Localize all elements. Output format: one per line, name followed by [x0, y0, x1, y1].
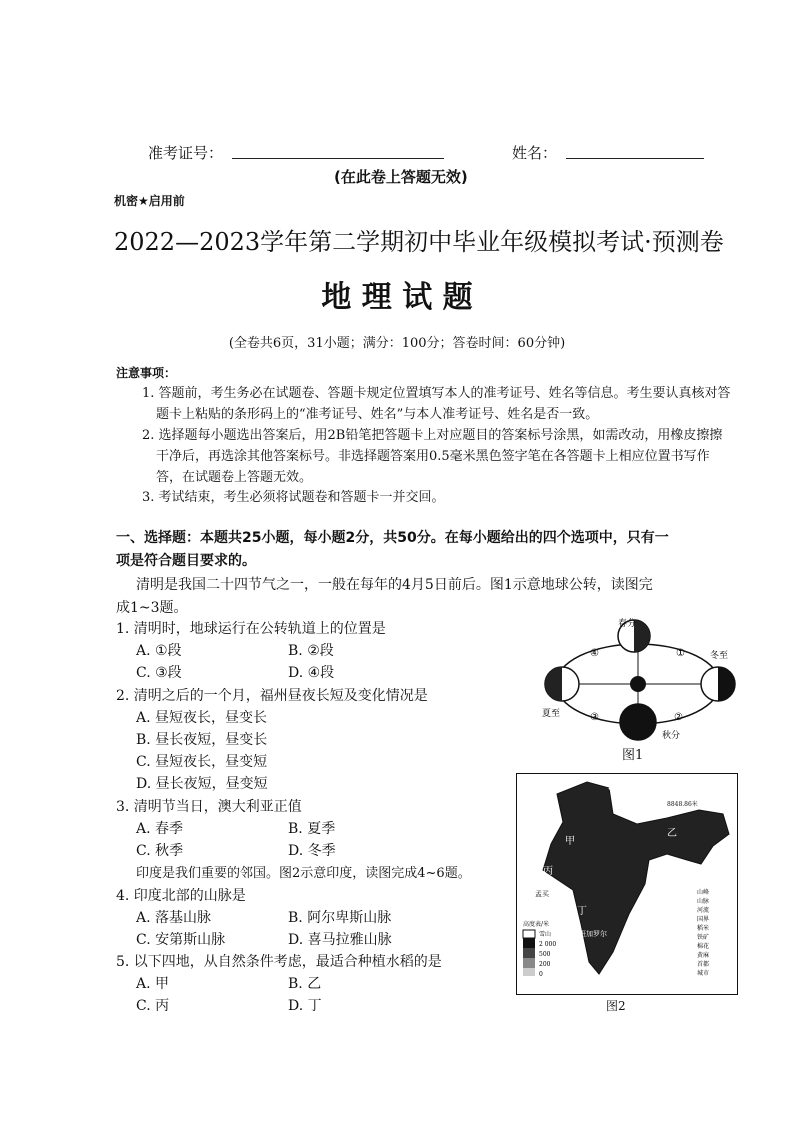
q3-option-c: C. 秋季 [136, 843, 184, 859]
notes-heading: 注意事项： [116, 366, 177, 380]
q4-option-c: C. 安第斯山脉 [136, 932, 226, 948]
subject-title: 地 理 试 题 [321, 280, 473, 315]
legend-item-border: 国界 [697, 916, 710, 923]
legend-level-3: 200 [539, 961, 551, 968]
q4-option-b: B. 阿尔卑斯山脉 [288, 910, 392, 926]
label-mumbai: 孟买 [535, 890, 549, 898]
note-1a: 1. 答题前，考生务必在试题卷、答题卡规定位置填写本人的准考证号、姓名等信息。考生要认真核对答 [142, 386, 731, 401]
legend-item-range: 山脉 [697, 898, 710, 905]
exam-id-line [232, 158, 444, 159]
q1-option-c: C. ③段 [136, 665, 182, 681]
figure-2-map [516, 773, 738, 995]
q1-stem: 1. 清明时，地球运行在公转轨道上的位置是 [116, 621, 386, 637]
legend-item-river: 河流 [697, 907, 710, 914]
label-peak: 8848.86米 [667, 801, 698, 808]
sun-icon [630, 676, 646, 692]
q1-option-d: D. ④段 [288, 665, 335, 681]
legend-item-rice: 稻米 [697, 925, 710, 932]
q5-option-b: B. 乙 [288, 976, 322, 992]
note-1b: 题卡上粘贴的条形码上的“准考证号、姓名”与本人准考证号、姓名是否一致。 [156, 407, 599, 422]
label-seg3: ③ [590, 712, 599, 723]
label-winter: 冬至 [710, 651, 729, 661]
intro-2: 印度是我们重要的邻国。图2示意印度，读图完成4~6题。 [136, 866, 471, 881]
q5-option-c: C. 丙 [136, 998, 170, 1014]
note-2c: 答，在试题卷上答题无效。 [156, 470, 313, 485]
label-spring: 春分 [618, 619, 637, 629]
section1-heading: 一、选择题：本题共25小题，每小题2分，共50分。在每小题给出的四个选项中，只有一 [116, 530, 669, 546]
legend-swatch-3 [523, 958, 535, 968]
earth-autumn-icon [620, 704, 656, 740]
name-line [566, 158, 704, 159]
q2-stem: 2. 清明之后的一个月，福州昼夜长短及变化情况是 [116, 688, 428, 704]
q4-option-d: D. 喜马拉雅山脉 [288, 932, 392, 948]
q3-option-b: B. 夏季 [288, 821, 336, 837]
note-2b: 干净后，再选涂其他答案标号。非选择题答案用0.5毫米黑色签字笔在各答题卡上相应位置书写作 [156, 449, 710, 464]
q4-option-a: A. 落基山脉 [136, 910, 212, 926]
legend-item-capital: 首都 [697, 961, 710, 968]
label-seg1: ① [676, 648, 685, 659]
intro-1a: 清明是我国二十四节气之一，一般在每年的4月5日前后。图1示意地球公转，读图完 [136, 577, 653, 593]
q3-option-a: A. 春季 [136, 821, 184, 837]
intro-1b: 成1~3题。 [116, 600, 188, 616]
q1-option-a: A. ①段 [136, 643, 182, 659]
figure-2-caption: 图2 [606, 999, 626, 1013]
label-bing: 丙 [543, 866, 553, 877]
exam-info: (全卷共6页，31小题；满分：100分；答卷时间：60分钟) [228, 336, 566, 351]
label-summer: 夏至 [542, 709, 561, 719]
label-bangalore: 班加罗尔 [579, 930, 607, 938]
himalaya-range [609, 788, 717, 812]
main-title: 2022—2023学年第二学期初中毕业年级模拟考试·预测卷 [114, 228, 724, 256]
legend-level-2: 500 [539, 951, 551, 958]
q3-option-d: D. 冬季 [288, 843, 336, 859]
legend-item-city: 城市 [697, 970, 710, 977]
q3-stem: 3. 清明节当日，澳大利亚正值 [116, 799, 302, 815]
q5-option-a: A. 甲 [136, 976, 170, 992]
legend-swatch-0 [523, 930, 535, 938]
legend-item-peak: 山峰 [697, 889, 710, 896]
q1-option-b: B. ②段 [288, 643, 334, 659]
label-autumn: 秋分 [662, 731, 681, 741]
figure-1-orbit [530, 612, 750, 762]
secret-note: 机密★启用前 [114, 194, 185, 208]
legend-swatch-4 [523, 968, 535, 976]
exam-id-label: 准考证号： [148, 144, 224, 162]
earth-summer-shadow [545, 667, 562, 701]
orbit-diagram [530, 612, 750, 762]
invalid-note: (在此卷上答题无效) [334, 168, 468, 186]
legend-swatch-2 [523, 948, 535, 958]
q5-stem: 5. 以下四地，从自然条件考虑，最适合种植水稻的是 [116, 954, 442, 970]
label-seg2: ② [674, 712, 683, 723]
legend-item-jute: 黄麻 [697, 952, 710, 959]
legend-swatch-1 [523, 938, 535, 948]
figure-1-caption: 图1 [622, 748, 644, 763]
q2-option-c: C. 昼短夜长，昼变短 [136, 754, 268, 770]
label-yi: 乙 [667, 828, 677, 839]
earth-spring-shadow [634, 620, 650, 652]
note-3: 3. 考试结束，考生必须将试题卷和答题卡一并交回。 [142, 490, 445, 505]
legend-item-iron: 铁矿 [697, 934, 710, 941]
q4-stem: 4. 印度北部的山脉是 [116, 888, 246, 904]
india-map [517, 774, 736, 993]
legend-item-cotton: 棉花 [697, 943, 710, 950]
label-ding: 丁 [577, 906, 587, 917]
label-kolkata: 加尔各答 [649, 864, 677, 872]
label-seg4: ④ [590, 648, 599, 659]
earth-winter-shadow [718, 667, 735, 701]
legend-elevation-title: 高度表/米 [523, 921, 550, 928]
q2-option-b: B. 昼长夜短，昼变长 [136, 732, 268, 748]
name-label: 姓名： [512, 144, 558, 162]
legend-level-0: 雪山 [539, 931, 552, 938]
q2-option-a: A. 昼短夜长，昼变长 [136, 710, 268, 726]
legend-level-1: 2 000 [539, 941, 557, 948]
q2-option-d: D. 昼长夜短，昼变短 [136, 776, 268, 792]
q5-option-d: D. 丁 [288, 998, 322, 1014]
note-2a: 2. 选择题每小题选出答案后，用2B铅笔把答题卡上对应题目的答案标号涂黑，如需改动，用橡皮擦擦 [142, 428, 723, 443]
label-jia: 甲 [565, 836, 575, 847]
legend-level-4: 0 [539, 971, 543, 978]
section1-heading-cont: 项是符合题目要求的。 [116, 553, 256, 569]
